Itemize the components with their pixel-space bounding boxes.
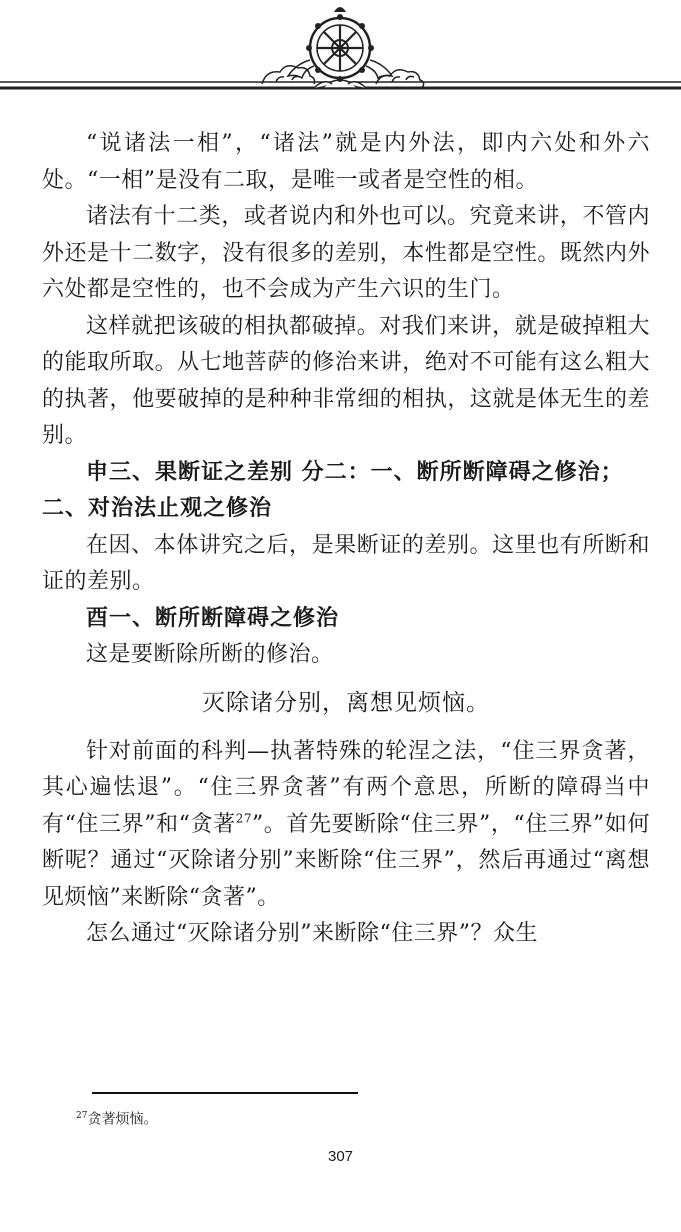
paragraph: 怎么通过“灭除诸分别”来断除“住三界”？众生 [86, 921, 538, 946]
paragraph: 在因、本体讲究之后，是果断证的差别。这里也有所断和证的差别。 [42, 532, 650, 594]
footnote-number: 27 [76, 1111, 88, 1121]
footnote-divider [92, 1092, 358, 1094]
footnote [76, 1106, 157, 1130]
paragraph-text: ”。首先要断除“住三界”，“住三界”如何断呢？通过“灭除诸分别”来断除“住三界”，然后再通过“离想见烦恼”来断除“贪著”。 [42, 811, 650, 910]
page-number: 307 [327, 1148, 354, 1165]
paragraph: 这是要断除所断的修治。 [86, 642, 334, 667]
footnote-text: 贪著烦恼。 [87, 1111, 158, 1128]
paragraph: 这样就把该破的相执都破掉。对我们来讲，就是破掉粗大的能取所取。从七地菩萨的修治来讲，绝对不可能有这么粗大的执著，他要破掉的是种种非常细的相执，这就是体无生的差别。 [42, 313, 650, 448]
paragraph: “说诸法一相”，“诸法”就是内外法，即内六处和外六处。“一相”是没有二取，是唯一或者是空性的相。 [42, 131, 650, 193]
page-header [0, 0, 681, 110]
section-heading: 申三、果断证之差别 分二：一、断所断障碍之修治；二、对治法止观之修治 [42, 459, 624, 521]
paragraph-text: 针对前面的科判—执著特殊的轮涅之法，“住三界贪著，其心遍怯退”。“住三界贪著”有两个意思，所断的障碍当中有“住三界”和“贪著 [42, 738, 650, 837]
subsection-heading: 酉一、断所断障碍之修治 [86, 605, 340, 631]
root-verse: 灭除诸分别，离想见烦恼。 [202, 689, 490, 716]
paragraph [42, 734, 650, 917]
page-body [42, 126, 650, 953]
dharma-wheel-icon [0, 0, 681, 110]
footnote-reference[interactable]: 27 [235, 811, 252, 826]
paragraph: 诸法有十二类，或者说内和外也可以。究竟来讲，不管内外还是十二数字，没有很多的差别，本性都是空性。既然内外六处都是空性的，也不会成为产生六识的生门。 [42, 204, 650, 302]
